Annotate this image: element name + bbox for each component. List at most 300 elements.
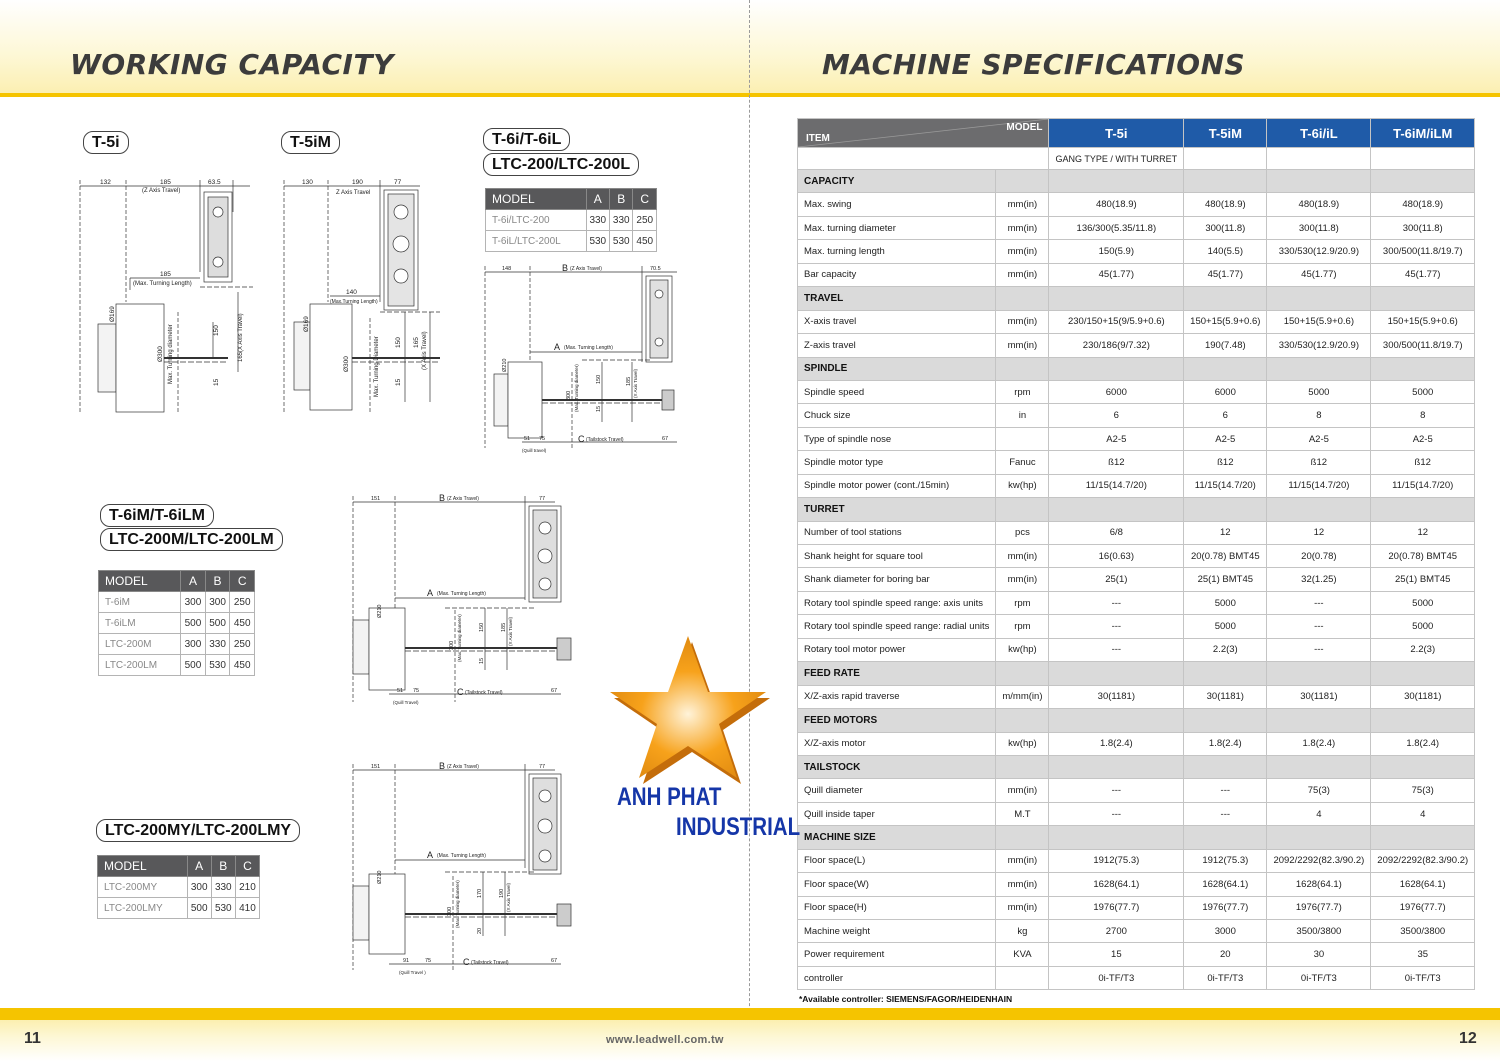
table-row [798,427,1475,450]
spec-value: 35 [1371,943,1475,966]
dim-value: 132 [100,179,111,186]
dim-label: (Max. Turning diameter) [455,880,460,928]
dim-label: (Z Axis Travel) [570,266,602,272]
table-cell: 530 [586,231,609,252]
spec-value: 1628(64.1) [1049,873,1184,896]
spec-label: Max. turning diameter [798,216,996,239]
dimension-table-t6i [485,188,657,252]
dim-value: 77 [539,764,546,770]
spec-unit: mm(in) [996,310,1049,333]
table-cell [1371,826,1475,849]
spec-value: 11/15(14.7/20) [1049,474,1184,497]
section-row [798,709,1475,732]
dim-value: Ø300 [157,346,164,362]
spec-value: 25(1) BMT45 [1184,568,1267,591]
dim-value: 130 [302,179,313,186]
drawing-t6i [482,262,687,458]
spec-value: 8 [1267,404,1371,427]
table-cell [1267,662,1371,685]
table-header: A [181,571,206,592]
spec-value: 0i-TF/T3 [1267,966,1371,989]
spec-value: 1.8(2.4) [1371,732,1475,755]
spec-value: 20 [1184,943,1267,966]
dim-value: Ø169 [303,316,310,332]
spec-value: 75(3) [1371,779,1475,802]
spec-value: 11/15(14.7/20) [1371,474,1475,497]
dim-value: 15 [596,405,602,412]
spec-unit: mm(in) [996,896,1049,919]
dim-value: Ø169 [109,306,116,322]
drawing-t6im [345,490,590,712]
dim-label: (Z Axis Travel) [142,188,181,194]
table-row [798,380,1475,403]
spec-value: 300(11.8) [1267,216,1371,239]
table-row [798,615,1475,638]
table-cell [1049,498,1184,521]
dim-label: Z Axis Travel [336,190,371,196]
spec-value: 5000 [1371,615,1475,638]
table-cell: 300 [181,634,206,655]
dim-letter: B [439,761,446,771]
dim-label: (Max. Turning diameter) [457,614,462,662]
spec-value: 6 [1184,404,1267,427]
star-logo-icon [600,632,775,792]
spec-value: 30 [1267,943,1371,966]
working-capacity-title: WORKING CAPACITY [70,48,394,81]
table-row [798,896,1475,919]
spec-label: Floor space(W) [798,873,996,896]
spec-unit: pcs [996,521,1049,544]
controller-footnote: *Available controller: SIEMENS/FAGOR/HEIDENHAIN [799,994,1013,1004]
spec-value: 12 [1371,521,1475,544]
spec-value: 2092/2292(82.3/90.2) [1267,849,1371,872]
table-cell: T-6iM [99,592,181,613]
table-row [798,638,1475,661]
spec-unit: Fanuc [996,451,1049,474]
table-header: A [187,856,211,877]
section-title: FEED MOTORS [798,709,996,732]
table-row [99,655,255,676]
table-header: B [205,571,230,592]
spec-value: --- [1267,638,1371,661]
dim-label: (Max. Turning Length) [437,591,486,597]
footer-rule [0,1008,1500,1020]
table-row [99,613,255,634]
dim-value: 77 [539,496,546,502]
spec-value: --- [1049,615,1184,638]
dim-value: 165 [413,337,420,348]
spec-value: 12 [1184,521,1267,544]
spec-value: 480(18.9) [1371,193,1475,216]
spec-value: 75(3) [1267,779,1371,802]
spec-unit: KVA [996,943,1049,966]
section-title: SPINDLE [798,357,996,380]
dim-value: 150 [395,337,402,348]
spec-value: 230/150+15(9/5.9+0.6) [1049,310,1184,333]
table-cell [996,755,1049,778]
spec-unit [996,427,1049,450]
table-cell: 500 [181,613,206,634]
watermark-line2: INDUSTRIAL [676,813,801,841]
spec-label: Shank diameter for boring bar [798,568,996,591]
spec-label: Floor space(H) [798,896,996,919]
page-number-left: 11 [24,1030,41,1047]
model-label-t6i: T-6i/T-6iL [483,128,570,151]
spec-value: 480(18.9) [1267,193,1371,216]
spec-value: 480(18.9) [1049,193,1184,216]
table-row [798,732,1475,755]
table-row [798,521,1475,544]
spec-value: 5000 [1371,591,1475,614]
table-cell [1049,709,1184,732]
table-row [486,231,657,252]
section-row [798,826,1475,849]
table-cell: LTC-200LMY [98,898,188,919]
table-cell: LTC-200LM [99,655,181,676]
dim-letter: C [578,434,585,444]
table-cell: 330 [610,210,633,231]
model-column-header: T-5iM [1184,119,1267,148]
spec-value: 30(1181) [1049,685,1184,708]
table-header: A [586,189,609,210]
section-title: CAPACITY [798,170,996,193]
spec-label: Z-axis travel [798,334,996,357]
spec-unit: mm(in) [996,568,1049,591]
machine-specifications-title: MACHINE SPECIFICATIONS [822,48,1246,81]
table-row [798,568,1475,591]
table-cell: GANG TYPE / WITH TURRET [1049,148,1184,170]
table-cell [1049,662,1184,685]
section-row [798,357,1475,380]
table-cell: T-6i/LTC-200 [486,210,587,231]
dim-label: (Tailstock Travel) [465,690,503,696]
dim-value: Ø210 [377,604,383,618]
spec-value: 45(1.77) [1267,263,1371,286]
spec-value: 1628(64.1) [1184,873,1267,896]
dim-value: 63.5 [208,179,221,186]
table-cell [996,357,1049,380]
spec-value: 2092/2292(82.3/90.2) [1371,849,1475,872]
spec-value: --- [1184,779,1267,802]
spec-value: 300/500(11.8/19.7) [1371,334,1475,357]
spec-value: 1912(75.3) [1184,849,1267,872]
dim-value: 150 [213,325,220,336]
spec-label: Bar capacity [798,263,996,286]
spec-unit: kw(hp) [996,732,1049,755]
table-cell [1267,170,1371,193]
spec-value: 8 [1371,404,1475,427]
spec-value: ß12 [1371,451,1475,474]
dim-label: Max. Turning Diameter [374,336,380,397]
spec-value: 1.8(2.4) [1049,732,1184,755]
model-column-header: T-5i [1049,119,1184,148]
table-row [798,920,1475,943]
table-row [798,310,1475,333]
table-cell: 450 [633,231,657,252]
corner-item-label: ITEM [806,133,830,144]
spec-unit: mm(in) [996,240,1049,263]
dim-label: (X Axis Travel) [633,368,638,398]
footer-band [0,1020,1500,1061]
spec-value: 11/15(14.7/20) [1184,474,1267,497]
dim-value: Ø210 [502,358,508,372]
model-label-ltc200my: LTC-200MY/LTC-200LMY [96,819,300,842]
dim-value: Ø210 [377,870,383,884]
model-label-t5i: T-5i [83,131,129,154]
spec-label: X/Z-axis rapid traverse [798,685,996,708]
table-row [798,685,1475,708]
spec-unit: rpm [996,591,1049,614]
subheader-row [798,148,1475,170]
table-cell [996,498,1049,521]
spec-label: Type of spindle nose [798,427,996,450]
spec-label: Spindle motor power (cont./15min) [798,474,996,497]
dim-label: (X Axis Travel) [508,616,513,646]
dim-letter: C [457,687,464,697]
spec-value: 30(1181) [1371,685,1475,708]
table-row [99,634,255,655]
dim-value: 150 [596,374,602,384]
spec-value: 150+15(5.9+0.6) [1371,310,1475,333]
dim-label: (Quill Travel ) [399,970,426,975]
table-header: MODEL [99,571,181,592]
spec-value: 1.8(2.4) [1267,732,1371,755]
spec-label: Quill inside taper [798,802,996,825]
table-row [98,898,260,919]
model-label-t5im: T-5iM [281,131,340,154]
table-cell [1371,662,1475,685]
spec-value: 190(7.48) [1184,334,1267,357]
dim-label: (Max. Turning Length) [133,281,192,287]
spec-value: A2-5 [1371,427,1475,450]
dim-value: 77 [394,179,402,186]
section-title: MACHINE SIZE [798,826,996,849]
table-row [798,779,1475,802]
table-row [798,943,1475,966]
spec-value: ß12 [1184,451,1267,474]
spec-value: 3500/3800 [1267,920,1371,943]
model-column-header: T-6i/iL [1267,119,1371,148]
spec-value: --- [1267,615,1371,638]
spec-value: 3500/3800 [1371,920,1475,943]
table-cell [1184,826,1267,849]
dim-value: 300 [449,640,455,650]
website-url[interactable]: www.leadwell.com.tw [606,1034,724,1046]
spec-value: 300/500(11.8/19.7) [1371,240,1475,263]
table-cell: 330 [205,634,230,655]
dim-value: 185 [160,271,171,278]
table-cell: 500 [181,655,206,676]
section-title: TRAVEL [798,287,996,310]
table-cell [1184,498,1267,521]
spec-label: Rotary tool spindle speed range: radial units [798,615,996,638]
dim-value: 185 [160,179,171,186]
spec-value: 150(5.9) [1049,240,1184,263]
table-row [486,210,657,231]
spec-unit: mm(in) [996,334,1049,357]
spec-label: Chuck size [798,404,996,427]
dim-value: 15 [395,378,402,386]
spec-value: 6 [1049,404,1184,427]
table-row [798,334,1475,357]
spec-unit: mm(in) [996,849,1049,872]
spec-value: 2.2(3) [1184,638,1267,661]
spec-unit: mm(in) [996,779,1049,802]
table-cell [1184,357,1267,380]
spec-value: 300(11.8) [1184,216,1267,239]
spec-value: 1628(64.1) [1267,873,1371,896]
table-cell [996,709,1049,732]
table-cell [1184,148,1267,170]
table-row [798,404,1475,427]
corner-model-label: MODEL [1006,122,1043,133]
dim-value: 67 [551,958,558,964]
spec-unit: kw(hp) [996,638,1049,661]
spec-value: 150+15(5.9+0.6) [1267,310,1371,333]
spec-label: Rotary tool motor power [798,638,996,661]
spec-label: Power requirement [798,943,996,966]
dim-value: 300 [566,390,572,400]
table-cell: 300 [181,592,206,613]
spec-value: 12 [1267,521,1371,544]
dim-letter: A [427,850,434,860]
table-row [99,592,255,613]
table-cell [798,148,1049,170]
page-spine [749,0,750,1061]
dim-value: 15 [213,378,220,386]
table-cell [1184,662,1267,685]
spec-value: 5000 [1184,615,1267,638]
table-cell [996,662,1049,685]
spec-value: 1976(77.7) [1049,896,1184,919]
table-header: C [633,189,657,210]
spec-value: 5000 [1184,591,1267,614]
dim-value: 148 [502,266,512,272]
table-cell: 210 [235,877,259,898]
table-cell: 500 [205,613,230,634]
spec-value: --- [1049,591,1184,614]
table-cell [1049,170,1184,193]
spec-value: 5000 [1267,380,1371,403]
table-row [798,849,1475,872]
table-cell [1267,755,1371,778]
spec-unit: m/mm(in) [996,685,1049,708]
table-cell: 330 [586,210,609,231]
spec-value: 0i-TF/T3 [1184,966,1267,989]
drawing-ltc200my [345,758,590,980]
dim-value: 70.5 [650,266,661,272]
spec-value: 300(11.8) [1371,216,1475,239]
dim-value: 170 [477,888,483,898]
spec-unit: rpm [996,380,1049,403]
dim-label: (X Axis Travel) [506,882,511,912]
table-cell: LTC-200M [99,634,181,655]
dim-value: 151 [371,764,381,770]
dim-label: (Quill travel) [522,448,547,453]
table-cell: 530 [610,231,633,252]
spec-value: 1.8(2.4) [1184,732,1267,755]
dim-label: (Max. Turning Length) [437,853,486,859]
dim-value: 185 [626,376,632,386]
spec-value: 0i-TF/T3 [1049,966,1184,989]
header-rule [0,93,1500,97]
section-title: FEED RATE [798,662,996,685]
dim-label: (Z Axis Travel) [447,764,479,770]
spec-unit: M.T [996,802,1049,825]
spec-label: X/Z-axis motor [798,732,996,755]
table-row [798,216,1475,239]
spec-value: 20(0.78) BMT45 [1184,545,1267,568]
machine-specifications-table [797,118,1475,990]
table-cell: 250 [633,210,657,231]
table-header: MODEL [486,189,587,210]
dim-value: 75 [413,688,420,694]
dim-label: (Max. Turning Length) [564,345,613,351]
dim-letter: B [562,263,569,273]
dim-value: 75 [425,958,432,964]
spec-label: X-axis travel [798,310,996,333]
spec-value: 3000 [1184,920,1267,943]
spec-value: 25(1) BMT45 [1371,568,1475,591]
spec-value: ß12 [1267,451,1371,474]
table-header: B [211,856,235,877]
table-row [798,263,1475,286]
spec-value: --- [1184,802,1267,825]
spec-label: Number of tool stations [798,521,996,544]
dim-value: 67 [551,688,558,694]
table-header: C [235,856,259,877]
model-column-header: T-6iM/iLM [1371,119,1475,148]
section-row [798,498,1475,521]
spec-label: Spindle speed [798,380,996,403]
section-row [798,287,1475,310]
spec-label: Spindle motor type [798,451,996,474]
model-label-t6im: T-6iM/T-6iLM [100,504,214,527]
spec-value: 1976(77.7) [1184,896,1267,919]
section-title: TURRET [798,498,996,521]
table-row [98,877,260,898]
spec-table-body [798,170,1475,990]
spec-value: 20(0.78) BMT45 [1371,545,1475,568]
spec-value: --- [1049,638,1184,661]
dim-label: 165(X Axis Travel) [238,313,244,362]
table-cell [1049,287,1184,310]
table-cell: 500 [187,898,211,919]
spec-value: 30(1181) [1184,685,1267,708]
table-cell [996,287,1049,310]
table-cell [1267,709,1371,732]
dim-value: 67 [662,436,669,442]
spec-value: 150+15(5.9+0.6) [1184,310,1267,333]
section-title: TAILSTOCK [798,755,996,778]
spec-value: 1628(64.1) [1371,873,1475,896]
table-cell [1049,755,1184,778]
spec-value: 6000 [1184,380,1267,403]
table-row [798,591,1475,614]
spec-value: 0i-TF/T3 [1371,966,1475,989]
spec-label: Max. swing [798,193,996,216]
watermark-line1: ANH PHAT [617,783,722,811]
table-cell: LTC-200MY [98,877,188,898]
spec-value: --- [1049,779,1184,802]
table-cell [1267,498,1371,521]
spec-unit: kw(hp) [996,474,1049,497]
dim-value: 190 [499,888,505,898]
dim-value: 300 [447,906,453,916]
table-row [798,802,1475,825]
spec-unit: kg [996,920,1049,943]
spec-unit: mm(in) [996,545,1049,568]
